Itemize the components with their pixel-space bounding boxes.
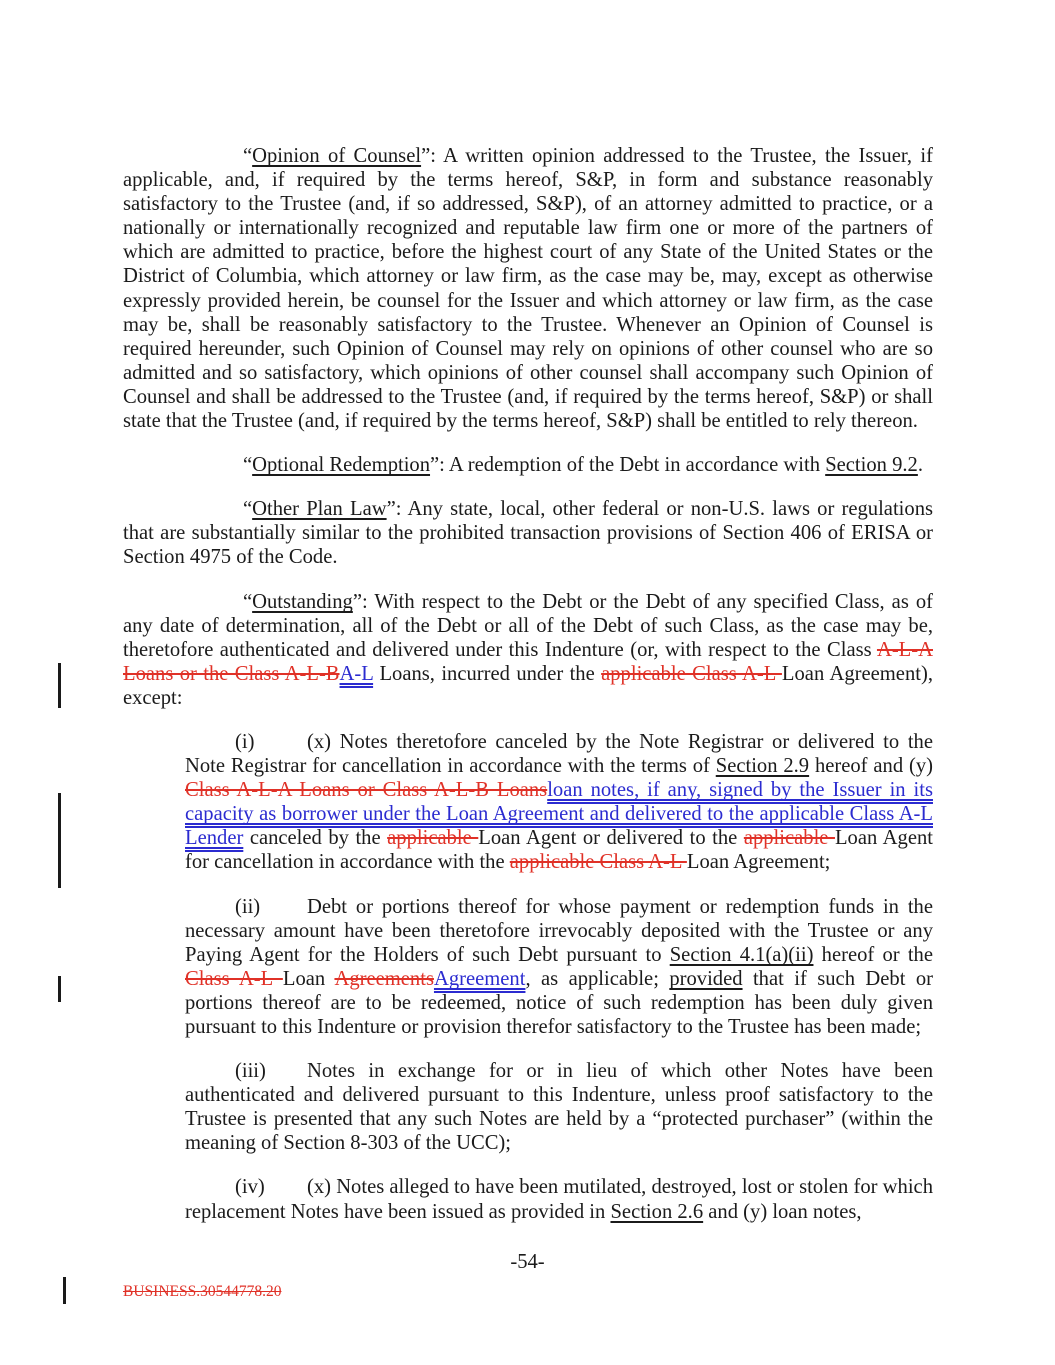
change-bar — [58, 976, 61, 1002]
body-text: Loan Agreement; — [686, 851, 831, 874]
footer-doc-id: BUSINESS.30544778.20 — [123, 1283, 282, 1300]
body-text: “ — [243, 498, 253, 521]
clause-number: (iii) — [235, 1060, 266, 1083]
definition-optional-redemption — [123, 453, 933, 477]
body-text: (x) Notes theretofore canceled by the Note Registrar or delivered to the Note Registrar for cancellation in accordance with the terms of — [185, 730, 933, 778]
body-text: . — [917, 454, 924, 477]
inserted-text: loan notes, if any, signed by the Issuer in its capacity as borrower under the Loan Agreement and delivered to the applicable Class A-L Lender — [185, 779, 933, 850]
body-text: Loan — [282, 967, 335, 990]
clause-number: (iv) — [235, 1176, 265, 1199]
underlined-term: Section 9.2 — [825, 454, 918, 477]
body-text: and (y) loan notes, — [703, 1200, 862, 1223]
deleted-text: applicable — [743, 827, 835, 850]
body-text: Loan Agent or delivered to the — [478, 827, 744, 850]
body-text: “ — [243, 454, 253, 477]
underlined-term: Section 4.1(a)(ii) — [669, 943, 814, 966]
underlined-term: Opinion of Counsel — [252, 145, 422, 167]
body-text: hereof or the — [813, 943, 933, 966]
body-text: Loan Agreement), except: — [123, 662, 933, 709]
body-text: ”: A written opinion addressed to the Trustee, the Issuer, if applicable, and, if required by the terms hereof, S&P, in form and substance reasonably satisfactory to the Trustee (and, if so addressed, S&P), of an attorney admitted to practice, or a nationally or internationally recognized and reputable law firm one or more of the partners of which are admitted to practice, before the highest court of any State of the United States or the District of Columbia, which attorney or law firm, as the case may be, may, except as otherwise expressly provided herein, be counsel for the Issuer and which attorney or law firm, as the case may be, shall be reasonably satisfactory to the Trustee. Whenever an Opinion of Counsel is required hereunder, such Opinion of Counsel may rely on opinions of other counsel who are so admitted and so satisfactory, which opinions of other counsel shall accompany such Opinion of Counsel and shall be addressed to the Trustee (and, if required by the terms hereof, S&P) or shall state that the Trustee (and, if required by the terms hereof, S&P) shall be entitled to rely thereon. — [123, 145, 933, 433]
body-text: Loans, incurred under the — [373, 662, 602, 685]
underlined-term: provided — [669, 967, 743, 990]
clause-i — [185, 730, 933, 875]
definition-other-plan-law — [123, 497, 933, 569]
body-text: Loan Agent for cancellation in accordance with the — [185, 827, 933, 874]
change-bar — [58, 663, 61, 708]
deleted-text: applicable Class A-L — [509, 851, 687, 874]
definition-outstanding — [123, 590, 933, 710]
underlined-term: Optional Redemption — [252, 454, 431, 477]
body-text: Notes in exchange for or in lieu of which other Notes have been authenticated and delivered pursuant to this Indenture, unless proof satisfactory to the Trustee is presented that any such Notes are held by a “protected purchaser” (within the meaning of Section 8-303 of the UCC); — [185, 1060, 933, 1155]
page-number: -54- — [510, 1251, 545, 1273]
body-text: “ — [243, 145, 253, 167]
definition-opinion-of-counsel — [123, 144, 933, 433]
underlined-term: Section 2.9 — [715, 755, 810, 778]
underlined-term: Section 2.6 — [610, 1200, 704, 1223]
underlined-term: Outstanding — [252, 590, 353, 613]
body-text: that if such Debt or portions thereof are to be redeemed, notice of such redemption has been duly given pursuant to this Indenture or provision therefor satisfactory to the Trustee has been made; — [185, 967, 933, 1038]
clause-iii — [185, 1059, 933, 1155]
deleted-text: Class A-L-A Loans or Class A-L-B Loans — [185, 779, 548, 802]
body-text: ”: With respect to the Debt or the Debt of any specified Class, as of any date of determination, all of the Debt or all of the Debt of such Class, as the case may be, theretofore authenticated and delivered under this Indenture (or, with respect to the Class — [123, 590, 933, 661]
body-text: Debt or portions thereof for whose payment or redemption funds in the necessary amount have been theretofore irrevocably deposited with the Trustee or any Paying Agent for the Holders of such Debt pursuant to — [185, 895, 933, 966]
deleted-text: A-L-A Loans or the Class A-L-B — [123, 638, 933, 685]
clause-ii — [185, 895, 933, 1040]
deleted-text: applicable — [387, 827, 479, 850]
body-text: “ — [243, 590, 253, 613]
body-text: ”: Any state, local, other federal or non-U.S. laws or regulations that are substantially similar to the prohibited transaction provisions of Section 406 of ERISA or Section 4975 of the Code. — [123, 498, 934, 569]
body-text: (x) Notes alleged to have been mutilated, destroyed, lost or stolen for which replacement Notes have been issued as provided in — [185, 1176, 933, 1223]
clause-iv — [185, 1175, 933, 1223]
document-content — [123, 144, 933, 1244]
deleted-text: Class A-L — [185, 967, 283, 990]
body-text: hereof and (y) — [809, 755, 933, 778]
clause-number: (i) — [235, 730, 255, 753]
change-bar — [63, 1277, 66, 1304]
body-text: ”: A redemption of the Debt in accordance with — [430, 454, 826, 477]
change-bar — [58, 793, 61, 888]
inserted-text: Agreement — [433, 967, 526, 990]
body-text: , as applicable; — [525, 967, 670, 990]
deleted-text: applicable Class A-L — [601, 662, 782, 685]
inserted-text: A-L — [339, 662, 374, 685]
underlined-term: Other Plan Law — [252, 498, 387, 521]
deleted-text: Agreements — [334, 967, 434, 990]
body-text: canceled by the — [243, 827, 388, 850]
clause-number: (ii) — [235, 895, 261, 918]
